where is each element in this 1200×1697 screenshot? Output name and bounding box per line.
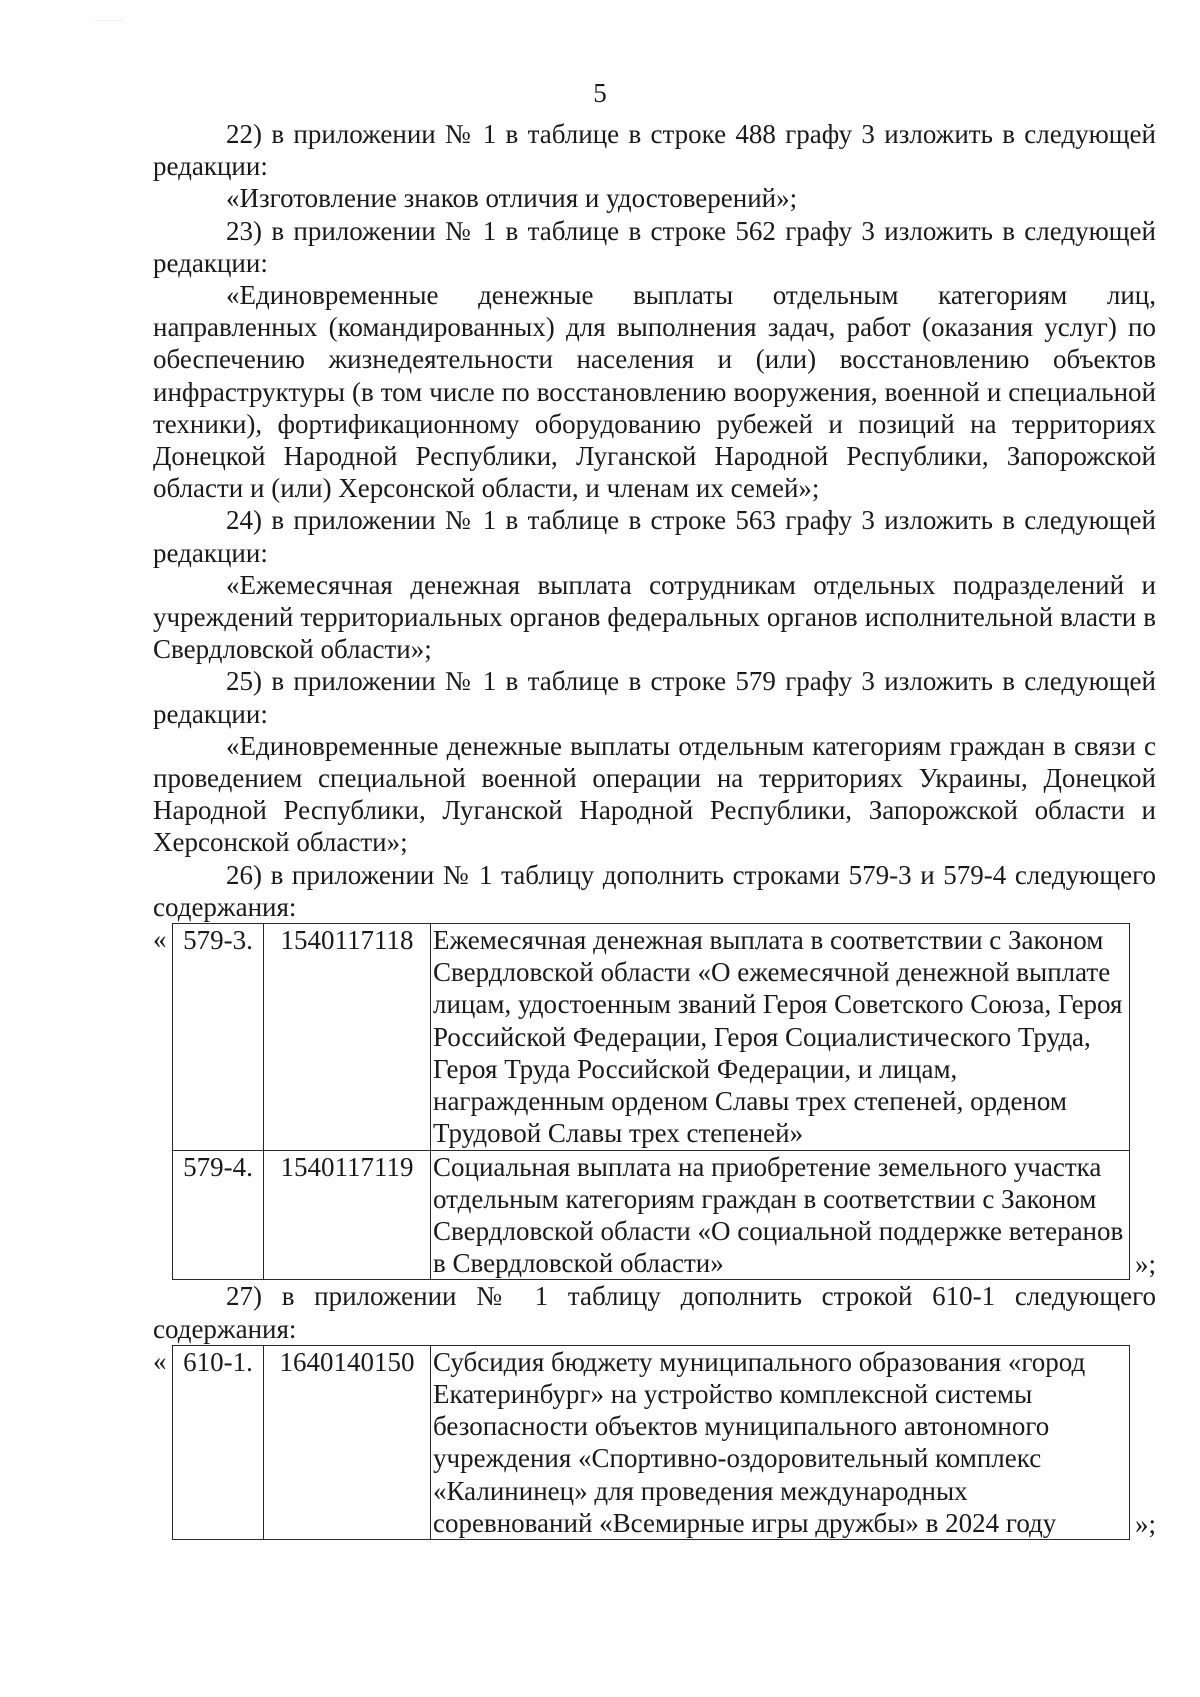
row-number: 579-4. — [173, 1150, 264, 1280]
scan-artifact — [95, 20, 125, 23]
paragraph-24: 24) в приложении № 1 в таблице в строке 563 графу 3 изложить в следующей редакции: — [153, 505, 1156, 568]
row-number: 610-1. — [173, 1345, 264, 1539]
table-row — [173, 1345, 1130, 1539]
table-row — [173, 1150, 1130, 1280]
paragraph-22-text: «Изготовление знаков отличия и удостоверений»; — [226, 183, 798, 214]
paragraph-23: 23) в приложении № 1 в таблице в строке 562 графу 3 изложить в следующей редакции: — [153, 215, 1156, 278]
amendment-table-2 — [153, 1345, 1156, 1540]
row-code: 1540117119 — [264, 1150, 431, 1280]
document-body — [153, 118, 1156, 1540]
table-row — [173, 924, 1130, 1150]
table-open-quote: « — [153, 924, 167, 955]
row-description: Субсидия бюджету муниципального образования «город Екатеринбург» на устройство комплексной системы безопасности объектов муниципального автономного учреждения «Спортивно-оздоровительный комплекс «Калининец» для проведения международных соревнований «Всемирные игры дружбы» в 2024 году — [431, 1345, 1130, 1539]
paragraph-22: 22) в приложении № 1 в таблице в строке 488 графу 3 изложить в следующей редакции: — [153, 119, 1156, 182]
row-code: 1540117118 — [264, 924, 431, 1150]
paragraph-23-text: «Единовременные денежные выплаты отдельным категориям лиц, направленных (командированных) для выполнения задач, работ (оказания услуг) по обеспечению жизнедеятельности населения и (или) восстановлению объектов инфраструктуры (в том числе по восстановлению вооружения, военной и специальной техники), фортификационному оборудованию рубежей и позиций на территориях Донецкой Народной Республики, Луганской Народной Республики, Запорожской области и (или) Херсонской области, и членам их семей»; — [153, 280, 1156, 504]
paragraph-25: 25) в приложении № 1 в таблице в строке 579 графу 3 изложить в следующей редакции: — [153, 666, 1156, 729]
inserted-row-table — [172, 1345, 1130, 1540]
inserted-rows-table — [172, 923, 1130, 1280]
row-number: 579-3. — [173, 924, 264, 1150]
amendment-table-1 — [153, 923, 1156, 1280]
table-close-quote: »; — [1134, 1249, 1156, 1280]
page-number: 5 — [593, 78, 607, 108]
row-code: 1640140150 — [264, 1345, 431, 1539]
row-description: Ежемесячная денежная выплата в соответствии с Законом Свердловской области «О ежемесячной денежной выплате лицам, удостоенным званий Героя Советского Союза, Героя Российской Федерации, Героя Социалистического Труда, Героя Труда Российской Федерации, и лицам, награжденным орденом Славы трех степеней, орденом Трудовой Славы трех степеней» — [431, 924, 1130, 1150]
row-description: Социальная выплата на приобретение земельного участка отдельным категориям граждан в соответствии с Законом Свердловской области «О социальной поддержке ветеранов в Свердловской области» — [431, 1150, 1130, 1280]
table-open-quote: « — [153, 1345, 167, 1376]
paragraph-25-text: «Единовременные денежные выплаты отдельным категориям граждан в связи с проведением специальной военной операции на территориях Украины, Донецкой Народной Республики, Луганской Народной Республики, Запорожской области и Херсонской области»; — [153, 730, 1156, 858]
paragraph-24-text: «Ежемесячная денежная выплата сотрудникам отдельных подразделений и учреждений территориальных органов федеральных органов исполнительной власти в Свердловской области»; — [153, 569, 1156, 665]
table-close-quote: »; — [1134, 1508, 1156, 1539]
paragraph-27: 27) в приложении № 1 таблицу дополнить строкой 610-1 следующего содержания: — [153, 1281, 1156, 1344]
paragraph-26: 26) в приложении № 1 таблицу дополнить строками 579-3 и 579-4 следующего содержания: — [153, 859, 1156, 922]
